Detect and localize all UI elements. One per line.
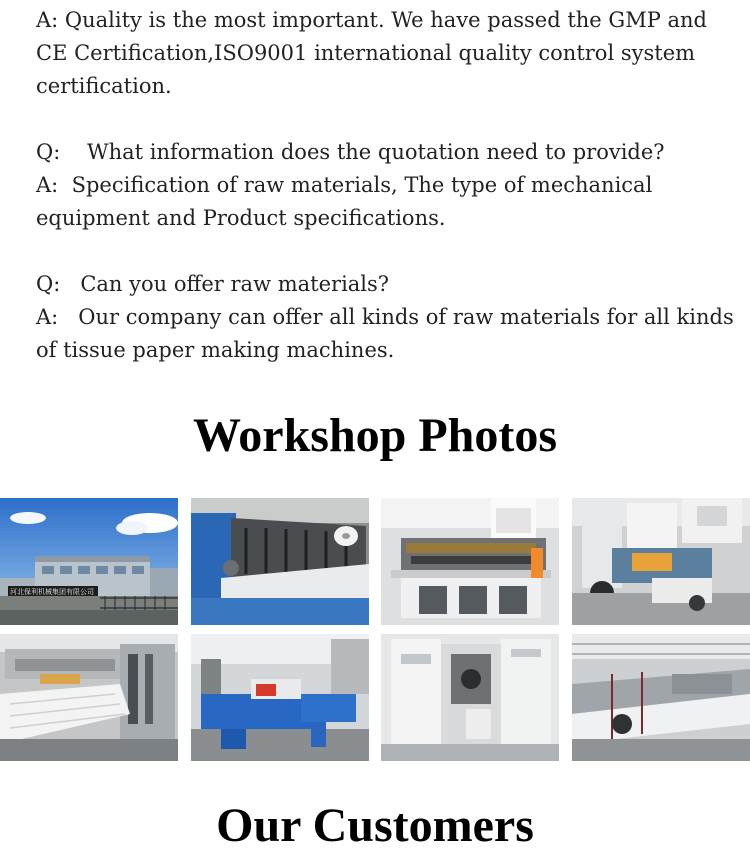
tissue-cutting-machine-photo[interactable] <box>381 498 559 625</box>
factory-sign-text: 河北保利机械集团有限公司 <box>10 588 94 596</box>
production-line-photo[interactable] <box>572 634 750 761</box>
faq-section <box>36 4 736 367</box>
faq-question-raw-materials: Q: Can you offer raw materials? <box>36 272 390 296</box>
faq-answer-raw-materials: A: Our company can offer all kinds of raw materials for all kinds of tissue paper making machines. <box>36 305 734 362</box>
factory-building-photo[interactable] <box>0 498 178 625</box>
faq-question-quotation: Q: What information does the quotation need to provide? <box>36 140 665 164</box>
toilet-roll-rewinder-photo[interactable] <box>191 498 369 625</box>
blue-paper-machine-photo[interactable] <box>191 634 369 761</box>
workshop-photos-heading: Workshop Photos <box>192 409 558 462</box>
napkin-folding-machine-photo[interactable] <box>0 634 178 761</box>
our-customers-heading: Our Customers <box>216 799 534 852</box>
faq-answer-quotation: A: Specification of raw materials, The type of mechanical equipment and Product specifications. <box>36 173 653 230</box>
faq-answer-quality: A: Quality is the most important. We have passed the GMP and CE Certification,ISO9001 international quality control system certification. <box>36 8 707 98</box>
packing-machine-photo[interactable] <box>572 498 750 625</box>
facial-tissue-machine-photo[interactable] <box>381 634 559 761</box>
